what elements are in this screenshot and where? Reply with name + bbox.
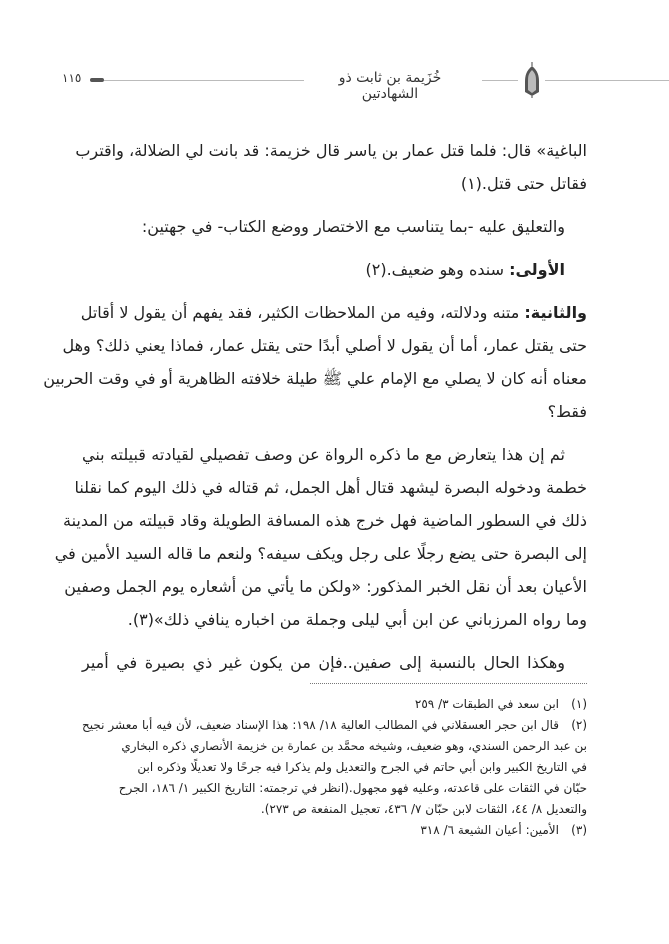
footnote-line <box>82 820 587 841</box>
line-text: إلى البصرة حتى يضع رجلًا على رجل ويكف سيفه؟ ولنعم ما قاله السيد الأمين في <box>54 544 587 563</box>
text-line <box>64 570 587 603</box>
footnote-line <box>82 715 587 736</box>
footnote-line: بن عبد الرحمن السندي، وهو ضعيف، وشيخه محمَّد بن عمارة بن خزيمة الأنصاري ذكره البخاري <box>121 739 587 753</box>
paragraph <box>54 438 587 636</box>
line-text: ذلك في السطور الماضية فهل خرج هذه المسافة الطويلة وقاد قبيلته من المدينة <box>63 511 587 530</box>
paragraph <box>82 253 587 286</box>
text-line <box>82 395 587 428</box>
line-text: الباغية» قال: فلما قتل عمار بن ياسر قال خزيمة: قد بانت لي الضلالة، واقترب <box>75 141 587 160</box>
header-rule-right <box>545 80 669 81</box>
lantern-ornament-icon <box>524 62 540 98</box>
paragraph <box>75 134 587 200</box>
text-line <box>75 134 587 167</box>
text-line <box>82 210 587 243</box>
text-line <box>82 296 587 329</box>
line-text: متنه ودلالته، وفيه من الملاحظات الكثير، فقد يفهم أن يقول لا أقاتل <box>80 303 525 322</box>
footnote-number: (٢) <box>571 718 588 732</box>
text-line <box>82 167 587 200</box>
paragraph <box>43 296 587 428</box>
lead-term: الأولى: <box>509 260 565 279</box>
line-text: فقاتل حتى قتل.(١) <box>460 174 587 193</box>
text-line <box>63 504 587 537</box>
line-text: والتعليق عليه -بما يتناسب مع الاختصار ووضع الكتاب- في جهتين: <box>141 217 565 236</box>
header-rule-mid <box>482 80 518 81</box>
running-header <box>0 62 669 102</box>
text-line <box>54 537 587 570</box>
footnote-line: في التاريخ الكبير وابن أبي حاتم في الجرح والتعديل ولم يذكرا فيه جرحًا ولا تعديلًا وذكره ابن <box>137 760 587 774</box>
text-line <box>62 329 587 362</box>
header-rule-left <box>104 80 304 81</box>
line-text: معناه أنه كان لا يصلي مع الإمام علي ﷺ طيلة خلافته الظاهرية أو في وقت الحربين <box>43 369 587 388</box>
paragraph <box>82 210 587 243</box>
footnote-line <box>82 694 587 715</box>
footnote-line: حبّان في الثقات على قاعدته، وعليه فهو مجهول.(انظر في ترجمته: التاريخ الكبير ١/ ١٨٦، الجرح <box>118 781 587 795</box>
page-number: ١١٥ <box>62 71 82 85</box>
text-line <box>82 603 587 636</box>
text-line <box>82 438 587 471</box>
line-text: خطمة ودخوله البصرة ليشهد قتال أهل الجمل، ثم قتاله في ذلك اليوم كما نقلنا <box>74 478 587 497</box>
page-number-marker <box>90 78 104 82</box>
line-text: سنده وهو ضعيف.(٢) <box>365 260 510 279</box>
footnote-text: قال ابن حجر العسقلاني في المطالب العالية ١٨/ ١٩٨: هذا الإسناد ضعيف، لأن فيه أبا معشر نجيح <box>82 718 560 732</box>
line-text: فقط؟ <box>547 402 587 421</box>
running-title: خُزَيمة بن ثابت ذو الشهادتين <box>338 70 442 102</box>
footnote-text: الأمين: أعيان الشيعة ٦/ ٣١٨ <box>420 823 559 837</box>
line-text: وهكذا الحال بالنسبة إلى صفين..فإن من يكون غير ذي بصيرة في أمير <box>82 653 565 672</box>
line-text: الأعيان بعد أن نقل الخبر المذكور: «ولكن ما يأتي من أشعاره يوم الجمل وصفين <box>64 577 587 596</box>
line-text: ثم إن هذا يتعارض مع ما ذكره الرواة عن وصف تفصيلي لقيادته قبيلته بني <box>82 445 565 464</box>
text-line <box>74 471 587 504</box>
footnotes <box>82 694 587 841</box>
footnote-text: ابن سعد في الطبقات ٣/ ٢٥٩ <box>414 697 559 711</box>
text-line <box>43 362 587 395</box>
footnote-line: والتعديل ٨/ ٤٤، الثقات لابن حبّان ٧/ ٤٣٦، تعجيل المنفعة ص ٢٧٣). <box>260 802 587 816</box>
footnote-number: (٣) <box>571 823 587 837</box>
line-text: وما رواه المرزباني عن ابن أبي ليلى وجملة من اخباره ينافي ذلك»(٣). <box>127 610 587 629</box>
footnote-number: (١) <box>571 697 587 711</box>
main-text <box>43 134 587 689</box>
paragraph <box>82 646 587 679</box>
text-line <box>82 646 587 679</box>
footnote-separator <box>310 683 587 684</box>
lead-term: والثانية: <box>524 303 587 322</box>
line-text: حتى يقتل عمار، أما أن يقول لا أصلي أبدًا حتى يقتل عمار، فماذا يعني ذلك؟ وهل <box>62 336 587 355</box>
text-line <box>82 253 587 286</box>
